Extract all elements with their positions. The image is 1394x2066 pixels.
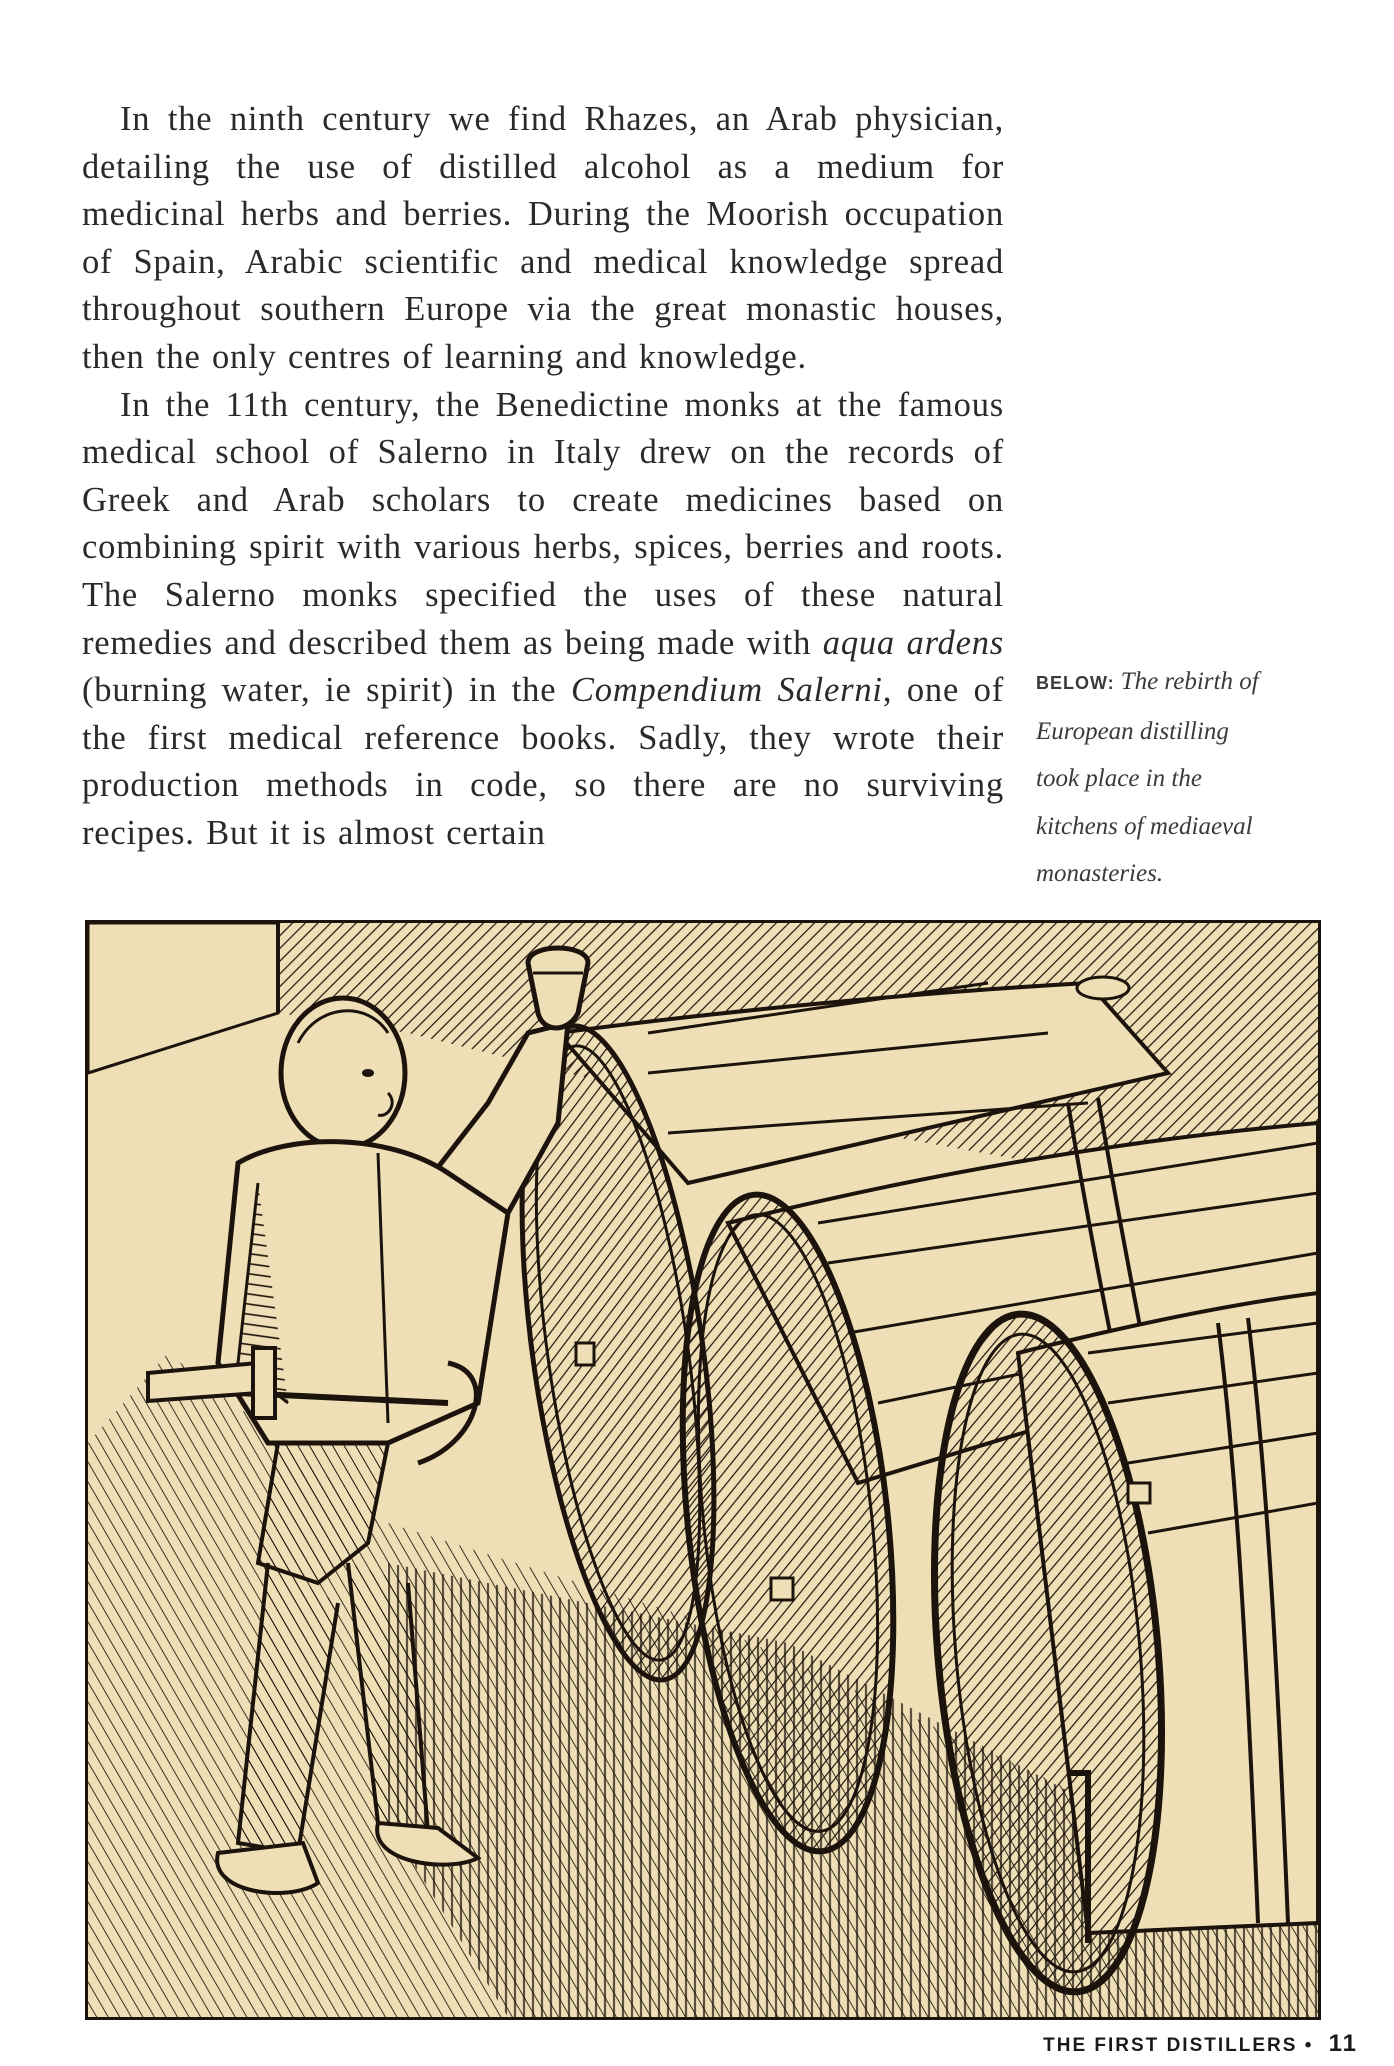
body-text	[82, 96, 1004, 858]
aqua-ardens-term: aqua ardens	[822, 623, 1004, 662]
section-title: THE FIRST DISTILLERS	[1043, 2035, 1298, 2056]
caption-line-1	[1036, 658, 1336, 708]
paragraph-2-part-3: , one of the first medical reference books. Sadly, they wrote their production methods in code, so there are no surviving recipes. But it is almost certain	[82, 671, 1004, 852]
figure-caption	[1036, 658, 1336, 898]
left-wall	[88, 923, 278, 1073]
caption-text-3: took place in the	[1036, 765, 1202, 793]
paragraph-1: In the ninth century we find Rhazes, an Arab physician, detailing the use of distilled alcohol as a medium for medicinal herbs and berries. During the Moorish occupation of Spain, Arabic scientific and medical knowledge spread throughout southern Europe via the great monastic houses, then the only centres of learning and knowledge.	[82, 100, 1004, 376]
barrel-plaque	[1077, 977, 1129, 999]
caption-text-5: monasteries.	[1036, 860, 1164, 888]
caption-label: BELOW:	[1036, 673, 1115, 693]
caption-text-1: The rebirth of	[1120, 668, 1259, 695]
page-number: 11	[1328, 2030, 1358, 2057]
footer-bullet: •	[1304, 2035, 1314, 2056]
caption-text-4: kitchens of mediaeval	[1036, 812, 1253, 840]
page-footer	[1043, 2030, 1358, 2058]
compendium-title: Compendium Salerni	[570, 671, 883, 710]
paragraph-2	[82, 382, 1004, 858]
woodcut-drawing	[88, 923, 1318, 2017]
woodcut-illustration	[85, 920, 1321, 2020]
paragraph-2-part-1: In the 11th century, the Benedictine monks at the famous medical school of Salerno in Italy drew on the records of Greek and Arab scholars to create medicines based on combining spirit with various herbs, spices, berries and roots. The Salerno monks specified the uses of these natural remedies and described them as being made with	[82, 385, 1004, 662]
caption-text-2: European distilling	[1036, 717, 1229, 745]
paragraph-2-part-2: (burning water, ie spirit) in the	[82, 671, 557, 710]
